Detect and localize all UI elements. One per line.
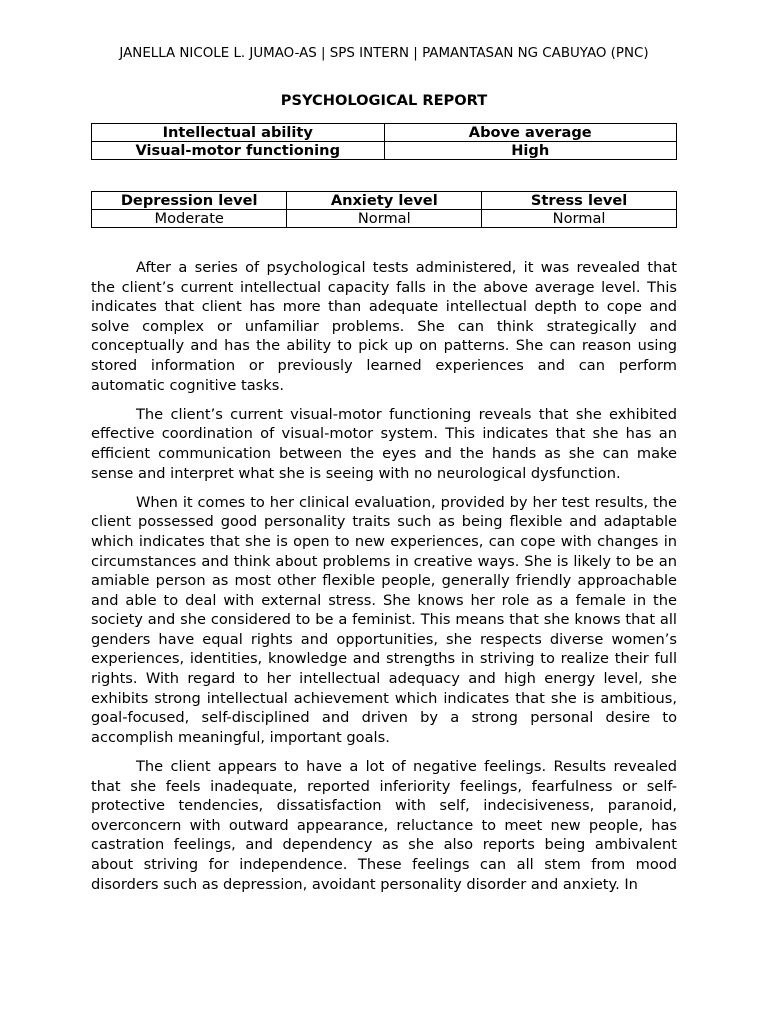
level-value-cell: Moderate: [92, 210, 287, 228]
paragraph-visual-motor: The client’s current visual-motor functioning reveals that she exhibited effective coordination of visual-motor system. This indicates that she has an efficient communication between the eyes and the hands as she can make sense and interpret what she is seeing with no neurological dysfunction.: [91, 405, 677, 482]
ability-value-cell: High: [384, 142, 677, 160]
table-header-row: [92, 192, 677, 210]
ability-label-cell: Visual-motor functioning: [92, 142, 385, 160]
level-value-cell: Normal: [482, 210, 677, 228]
paragraph-intellectual: After a series of psychological tests administered, it was revealed that the client’s current intellectual capacity falls in the above average level. This indicates that client has more than adequate intellectual depth to cope and solve complex or unfamiliar problems. She can think strategically and conceptually and has the ability to pick up on patterns. She can reason using stored information or previously learned experiences and can perform automatic cognitive tasks.: [91, 259, 677, 394]
report-body: [91, 258, 677, 904]
ability-table: [91, 123, 677, 160]
level-value-cell: Normal: [287, 210, 482, 228]
document-header: JANELLA NICOLE L. JUMAO-AS | SPS INTERN | PAMANTASAN NG CABUYAO (PNC): [119, 46, 649, 61]
ability-label-cell: Intellectual ability: [92, 124, 385, 142]
table-row: [92, 124, 677, 142]
column-header: Anxiety level: [287, 192, 482, 210]
column-header: Stress level: [482, 192, 677, 210]
paragraph-negative-feelings: The client appears to have a lot of negative feelings. Results revealed that she feels inadequate, reported inferiority feelings, fearfulness or self-protective tendencies, dissatisfaction with self, indecisiveness, paranoid, overconcern with outward appearance, reluctance to meet new people, has castration feelings, and dependency as she also reports being ambivalent about striving for independence. These feelings can all stem from mood disorders such as depression, avoidant personality disorder and anxiety. In: [91, 758, 677, 893]
levels-table: [91, 191, 677, 228]
report-title: PSYCHOLOGICAL REPORT: [280, 92, 488, 109]
paragraph-clinical: When it comes to her clinical evaluation, provided by her test results, the client possessed good personality traits such as being flexible and adaptable which indicates that she is open to new experiences, can cope with changes in circumstances and think about problems in creative ways. She is likely to be an amiable person as most other flexible people, generally friendly approachable and able to deal with external stress. She knows her role as a female in the society and she considered to be a feminist. This means that she knows that all genders have equal rights and opportunities, she respects diverse women’s experiences, identities, knowledge and strengths in striving to realize their full rights. With regard to her intellectual adequacy and high energy level, she exhibits strong intellectual achievement which indicates that she is ambitious, goal-focused, self-disciplined and driven by a strong personal desire to accomplish meaningful, important goals.: [91, 493, 677, 746]
ability-value-cell: Above average: [384, 124, 677, 142]
table-row: [92, 142, 677, 160]
table-row: [92, 210, 677, 228]
column-header: Depression level: [92, 192, 287, 210]
